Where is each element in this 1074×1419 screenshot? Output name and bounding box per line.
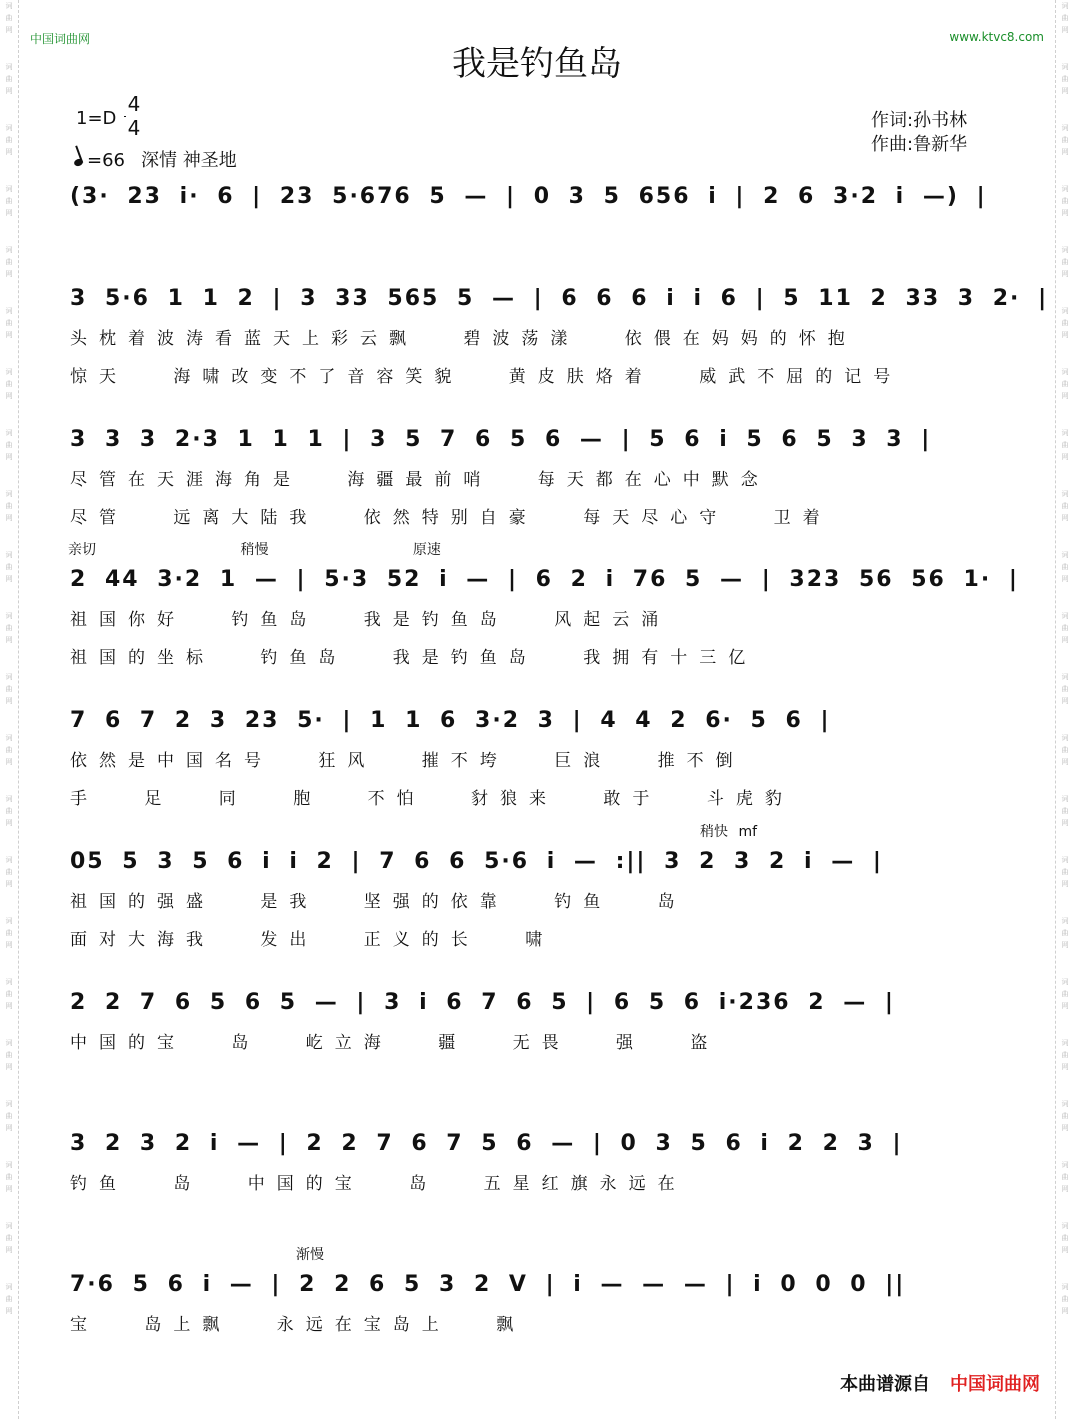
lyrics-text: 宝 岛上飘 永远在宝岛上 飘 <box>70 1315 526 1335</box>
score-line <box>0 824 1074 995</box>
performance-marks: 渐慢 <box>296 1247 324 1263</box>
watermark-text: 词 曲 网 <box>1061 1161 1069 1193</box>
jianpu-notes: 2 44 3·2 1 — | 5·3 52 i — | 6 2 i 76 5 — | 323 56 56 1· | <box>70 567 1019 592</box>
lyrics-text: 惊天 海啸改变不了音容笑貌 黄皮肤烙着 威武不屈的记号 <box>70 367 903 387</box>
watermark-text: 词 曲 网 <box>5 1161 13 1193</box>
watermark-text: 词 曲 网 <box>5 856 13 888</box>
lyrics-text: 尽管在天涯海角是 海疆最前哨 每天都在心中默念 <box>70 470 770 490</box>
composer: 作曲:鲁新华 <box>871 134 968 155</box>
watermark-text: 词 曲 网 <box>1061 856 1069 888</box>
watermark-text: 词 曲 网 <box>5 978 13 1010</box>
notation-row <box>70 563 1020 597</box>
tempo-value: =66 <box>87 150 125 171</box>
watermark-text: 词 曲 网 <box>5 1100 13 1132</box>
watermark-text: 词 曲 网 <box>1061 124 1069 156</box>
performance-marks: 亲切 稍慢 原速 <box>68 542 441 558</box>
watermark-text: 词 曲 网 <box>1061 307 1069 339</box>
score-line <box>0 986 1074 1136</box>
watermark-text: 词 曲 网 <box>5 917 13 949</box>
source-footer <box>840 1370 1040 1396</box>
source-label: 本曲谱源自 <box>840 1374 930 1395</box>
time-bottom: 4 <box>127 116 141 140</box>
watermark-text: 词 曲 网 <box>1061 1039 1069 1071</box>
key-signature: 1=D <box>76 108 117 129</box>
notation-row <box>70 423 1020 457</box>
watermark-text: 词 曲 网 <box>1061 63 1069 95</box>
watermark-text: 词 曲 网 <box>5 490 13 522</box>
watermark-text: 词 曲 网 <box>1061 368 1069 400</box>
watermark-text: 词 曲 网 <box>5 1283 13 1315</box>
lyrics-text: 祖国你好 钓鱼岛 我是钓鱼岛 风起云涌 <box>70 610 671 630</box>
lyricist: 作词:孙书林 <box>871 110 968 131</box>
notation-row <box>70 986 1020 1020</box>
watermark-text: 词 曲 网 <box>5 612 13 644</box>
performance-marks: 稍快 mf <box>700 824 758 840</box>
jianpu-notes: 2 2 7 6 5 6 5 — | 3 i 6 7 6 5 | 6 5 6 i·236 2 — | <box>70 990 895 1015</box>
watermark-text: 词 曲 网 <box>5 1039 13 1071</box>
watermark-text: 词 曲 网 <box>5 429 13 461</box>
score-line <box>0 542 1074 713</box>
lyrics-text: 祖国的坐标 钓鱼岛 我是钓鱼岛 我拥有十三亿 <box>70 648 758 668</box>
lyrics-text: 面对大海我 发出 正义的长 啸 <box>70 930 555 950</box>
jianpu-notes: 3 2 3 2 i — | 2 2 7 6 7 5 6 — | 0 3 5 6 i 2 2 3 | <box>70 1131 903 1156</box>
watermark-text: 词 曲 网 <box>1061 1222 1069 1254</box>
watermark-text: 词 曲 网 <box>1061 2 1069 34</box>
watermark-text: 词 曲 网 <box>5 63 13 95</box>
time-signature <box>122 92 146 140</box>
watermark-text: 词 曲 网 <box>1061 246 1069 278</box>
site-name[interactable]: 中国词曲网 <box>30 32 91 46</box>
lyrics-text: 钓鱼 岛 中国的宝 岛 五星红旗永远在 <box>70 1174 687 1194</box>
watermark-text: 词 曲 网 <box>5 124 13 156</box>
notation-row <box>70 845 1020 879</box>
score-line <box>0 1127 1074 1277</box>
watermark-text: 词 曲 网 <box>5 1222 13 1254</box>
watermark-text: 词 曲 网 <box>5 2 13 34</box>
jianpu-notes: 3 3 3 2·3 1 1 1 | 3 5 7 6 5 6 — | 5 6 i 5 6 5 3 3 | <box>70 427 932 452</box>
watermark-text: 词 曲 网 <box>5 551 13 583</box>
jianpu-notes: 7·6 5 6 i — | 2 2 6 5 3 2 V | i — — — | i 0 0 0 || <box>70 1272 906 1297</box>
notation-row <box>70 180 1020 214</box>
watermark-text: 词 曲 网 <box>1061 551 1069 583</box>
lyrics-text: 头枕着波涛看蓝天上彩云飘 碧波荡漾 依偎在妈妈的怀抱 <box>70 329 857 349</box>
score-line <box>0 282 1074 432</box>
lyrics-text: 手 足 同 胞 不怕 豺狼来 敢于 斗虎豹 <box>70 789 794 809</box>
watermark-text: 词 曲 网 <box>5 246 13 278</box>
notation-row <box>70 704 1020 738</box>
lyrics-text: 祖国的强盛 是我 坚强的依靠 钓鱼 岛 <box>70 892 687 912</box>
jianpu-notes: (3· 23 i· 6 | 23 5·676 5 — | 0 3 5 656 i | 2 6 3·2 i —) | <box>70 184 987 209</box>
watermark-text: 词 曲 网 <box>5 185 13 217</box>
watermark-text: 词 曲 网 <box>5 673 13 705</box>
jianpu-notes: 3 5·6 1 1 2 | 3 33 565 5 — | 6 6 6 i i 6 | 5 11 2 33 3 2· | <box>70 286 1049 311</box>
watermark-text: 词 曲 网 <box>1061 917 1069 949</box>
jianpu-notes: 05 5 3 5 6 i i 2 | 7 6 6 5·6 i — :|| 3 2 3 2 i — | <box>70 849 883 874</box>
score-line <box>0 704 1074 854</box>
lyrics-text: 依然是中国名号 狂风 摧不垮 巨浪 推不倒 <box>70 751 745 771</box>
watermark-text: 词 曲 网 <box>5 734 13 766</box>
watermark-text: 词 曲 网 <box>5 307 13 339</box>
quarter-note-icon <box>73 158 84 168</box>
source-site[interactable]: 中国词曲网 <box>950 1374 1040 1395</box>
watermark-text: 词 曲 网 <box>1061 795 1069 827</box>
lyrics-text: 中国的宝 岛 屹立海 疆 无畏 强 盗 <box>70 1033 720 1053</box>
watermark-text: 词 曲 网 <box>5 368 13 400</box>
expression-text: 深情 神圣地 <box>141 150 237 171</box>
lyrics-text: 尽管 远离大陆我 依然特别自豪 每天尽心守 卫着 <box>70 508 832 528</box>
notation-row <box>70 1127 1020 1161</box>
watermark-text: 词 曲 网 <box>1061 734 1069 766</box>
watermark-text: 词 曲 网 <box>1061 490 1069 522</box>
watermark-text: 词 曲 网 <box>1061 612 1069 644</box>
jianpu-notes: 7 6 7 2 3 23 5· | 1 1 6 3·2 3 | 4 4 2 6· 5 6 | <box>70 708 831 733</box>
watermark-text: 词 曲 网 <box>1061 1100 1069 1132</box>
notation-row <box>70 1268 1020 1302</box>
song-title: 我是钓鱼岛 <box>452 44 622 84</box>
watermark-text: 词 曲 网 <box>1061 429 1069 461</box>
watermark-text: 词 曲 网 <box>1061 185 1069 217</box>
watermark-text: 词 曲 网 <box>1061 1283 1069 1315</box>
watermark-text: 词 曲 网 <box>1061 978 1069 1010</box>
site-url[interactable]: www.ktvc8.com <box>949 30 1044 44</box>
tempo-marking <box>74 146 237 172</box>
notation-row <box>70 282 1049 316</box>
time-top: 4 <box>127 92 141 116</box>
watermark-text: 词 曲 网 <box>5 795 13 827</box>
watermark-text: 词 曲 网 <box>1061 673 1069 705</box>
